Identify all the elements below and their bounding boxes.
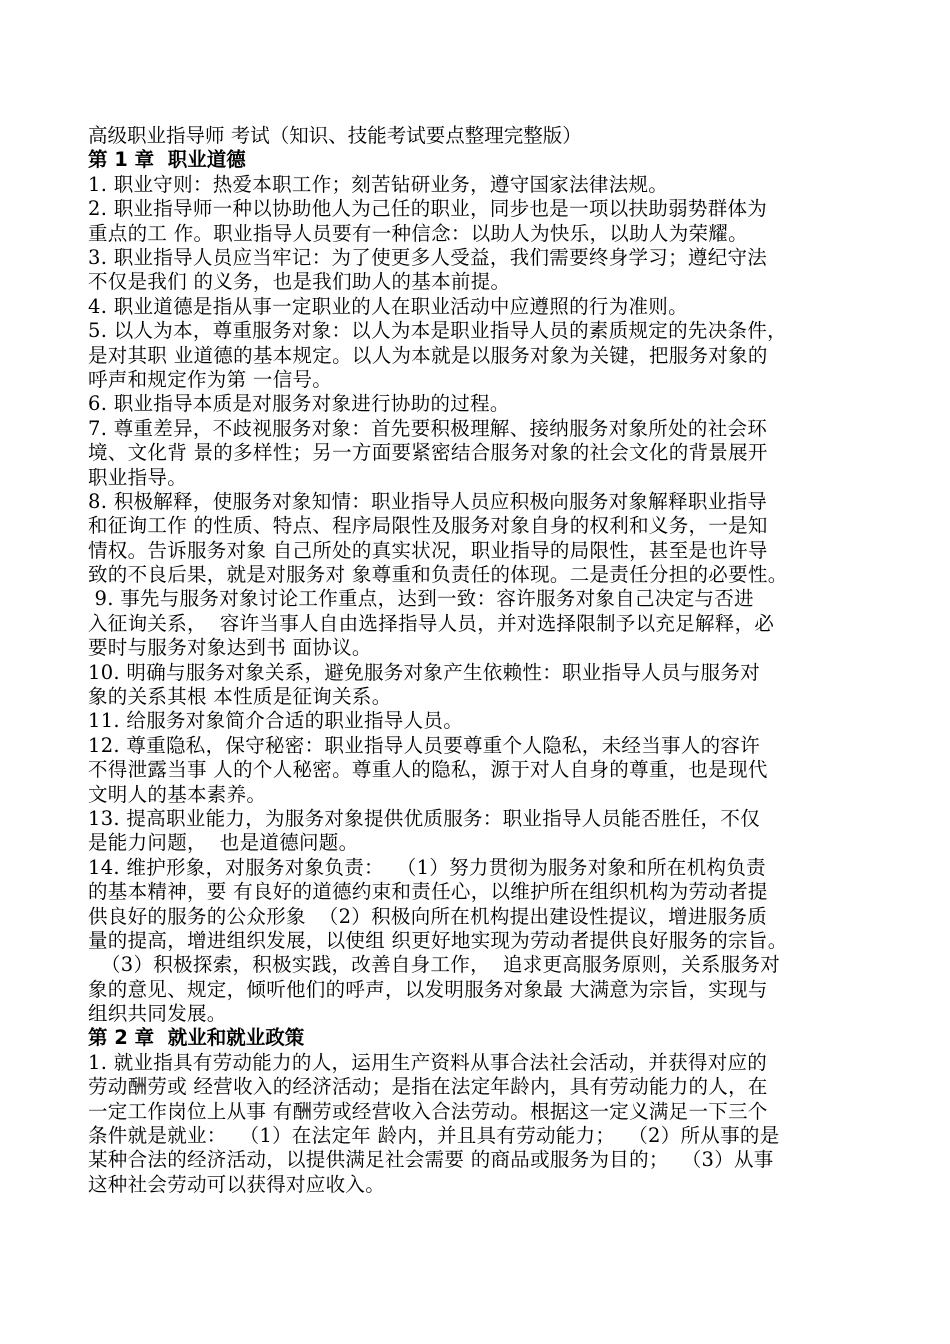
paragraph-line: 不仅是我们 的义务，也是我们助人的基本前提。 (88, 270, 511, 294)
paragraph-line: 致的不良后果，就是对服务对 象尊重和负责任的体现。二是责任分担的必要性。 (88, 563, 788, 587)
paragraph-line: 4. 职业道德是指从事一定职业的人在职业活动中应遵照的行为准则。 (88, 294, 688, 318)
paragraph-line: 要时与服务对象达到书 面协议。 (88, 636, 372, 660)
document-title: 高级职业指导师 考试（知识、技能考试要点整理完整版） (88, 124, 582, 147)
paragraph-line: 10. 明确与服务对象关系，避免服务对象产生依赖性：职业指导人员与服务对 (88, 660, 761, 684)
paragraph-line: 呼声和规定作为第 一信号。 (88, 367, 333, 391)
paragraph-line: 7. 尊重差异，不歧视服务对象：首先要积极理解、接纳服务对象所处的社会环 (88, 416, 768, 440)
paragraph-line: 是能力问题， 也是道德问题。 (88, 831, 359, 855)
paragraph-line: 入征询关系， 容许当事人自由选择指导人员，并对选择限制予以充足解释，必 (88, 611, 775, 635)
paragraph-line: 一定工作岗位上从事 有酬劳或经营收入合法劳动。根据这一定义满足一下三个 (88, 1099, 768, 1123)
chapter-2-body (88, 1051, 872, 1197)
paragraph-line: 文明人的基本素养。 (88, 782, 267, 806)
paragraph-line: 供良好的服务的公众形象 （2）积极向所在机构提出建设性提议，增进服务质 (88, 904, 768, 928)
paragraph-line: 的基本精神，要 有良好的道德约束和责任心，以维护所在组织机构为劳动者提 (88, 880, 768, 904)
paragraph-line: （3）积极探索，积极实践，改善自身工作， 追求更高服务原则，关系服务对 (88, 953, 781, 977)
chapter-1-body (88, 173, 872, 1027)
document-page (88, 124, 872, 1197)
paragraph-line: 职业指导。 (88, 465, 188, 489)
paragraph-line: 象的意见、规定，倾听他们的呼声，以发明服务对象最 大满意为宗旨，实现与 (88, 977, 768, 1001)
paragraph-line: 这种社会劳动可以获得对应收入。 (88, 1172, 386, 1196)
paragraph-line: 5. 以人为本，尊重服务对象：以人为本是职业指导人员的素质规定的先决条件， (88, 319, 787, 343)
paragraph-line: 重点的工 作。职业指导人员要有一种信念：以助人为快乐，以助人为荣耀。 (88, 221, 748, 245)
paragraph-line: 条件就是就业： （1）在法定年 龄内，并且具有劳动能力； （2）所从事的是 (88, 1124, 780, 1148)
paragraph-line: 8. 积极解释，使服务对象知情：职业指导人员应积极向服务对象解释职业指导 (88, 489, 768, 513)
paragraph-line: 14. 维护形象，对服务对象负责： （1）努力贯彻为服务对象和所在机构负责 (88, 855, 766, 879)
paragraph-line: 9. 事先与服务对象讨论工作重点，达到一致：容许服务对象自己决定与否进 (88, 587, 754, 611)
paragraph-line: 3. 职业指导人员应当牢记：为了使更多人受益，我们需要终身学习；遵纪守法 (88, 245, 768, 269)
paragraph-line: 6. 职业指导本质是对服务对象进行协助的过程。 (88, 392, 510, 416)
paragraph-line: 和征询工作 的性质、特点、程序局限性及服务对象自身的权利和义务，一是知 (88, 514, 768, 538)
paragraph-line: 不得泄露当事 人的个人秘密。尊重人的隐私，源于对人自身的尊重，也是现代 (88, 758, 768, 782)
paragraph-line: 12. 尊重隐私，保守秘密：职业指导人员要尊重个人隐私，未经当事人的容许 (88, 733, 761, 757)
paragraph-line: 13. 提高职业能力，为服务对象提供优质服务：职业指导人员能否胜任，不仅 (88, 806, 761, 830)
paragraph-line: 情权。告诉服务对象 自己所处的真实状况，职业指导的局限性，甚至是也许导 (88, 538, 768, 562)
paragraph-line: 境、文化背 景的多样性；另一方面要紧密结合服务对象的社会文化的背景展开 (88, 441, 768, 465)
paragraph-line: 1. 就业指具有劳动能力的人，运用生产资料从事合法社会活动，并获得对应的 (88, 1050, 768, 1074)
paragraph-line: 11. 给服务对象简介合适的职业指导人员。 (88, 709, 464, 733)
paragraph-line: 1. 职业守则：热爱本职工作；刻苦钻研业务，遵守国家法律法规。 (88, 172, 669, 196)
paragraph-line: 组织共同发展。 (88, 1002, 227, 1026)
chapter-1-heading: 第 1 章 职业道德 (88, 148, 246, 172)
paragraph-line: 某种合法的经济活动，以提供满足社会需要 的商品或服务为目的； （3）从事 (88, 1148, 774, 1172)
chapter-2-heading: 第 2 章 就业和就业政策 (88, 1026, 305, 1050)
paragraph-line: 是对其职 业道德的基本规定。以人为本就是以服务对象为关键，把服务对象的 (88, 343, 768, 367)
paragraph-line: 量的提高，增进组织发展，以使组 织更好地实现为劳动者提供良好服务的宗旨。 (88, 928, 788, 952)
paragraph-line: 象的关系其根 本性质是征询关系。 (88, 685, 392, 709)
paragraph-line: 劳动酬劳或 经营收入的经济活动；是指在法定年龄内，具有劳动能力的人，在 (88, 1075, 768, 1099)
paragraph-line: 2. 职业指导师一种以协助他人为己任的职业，同步也是一项以扶助弱势群体为 (88, 197, 768, 221)
